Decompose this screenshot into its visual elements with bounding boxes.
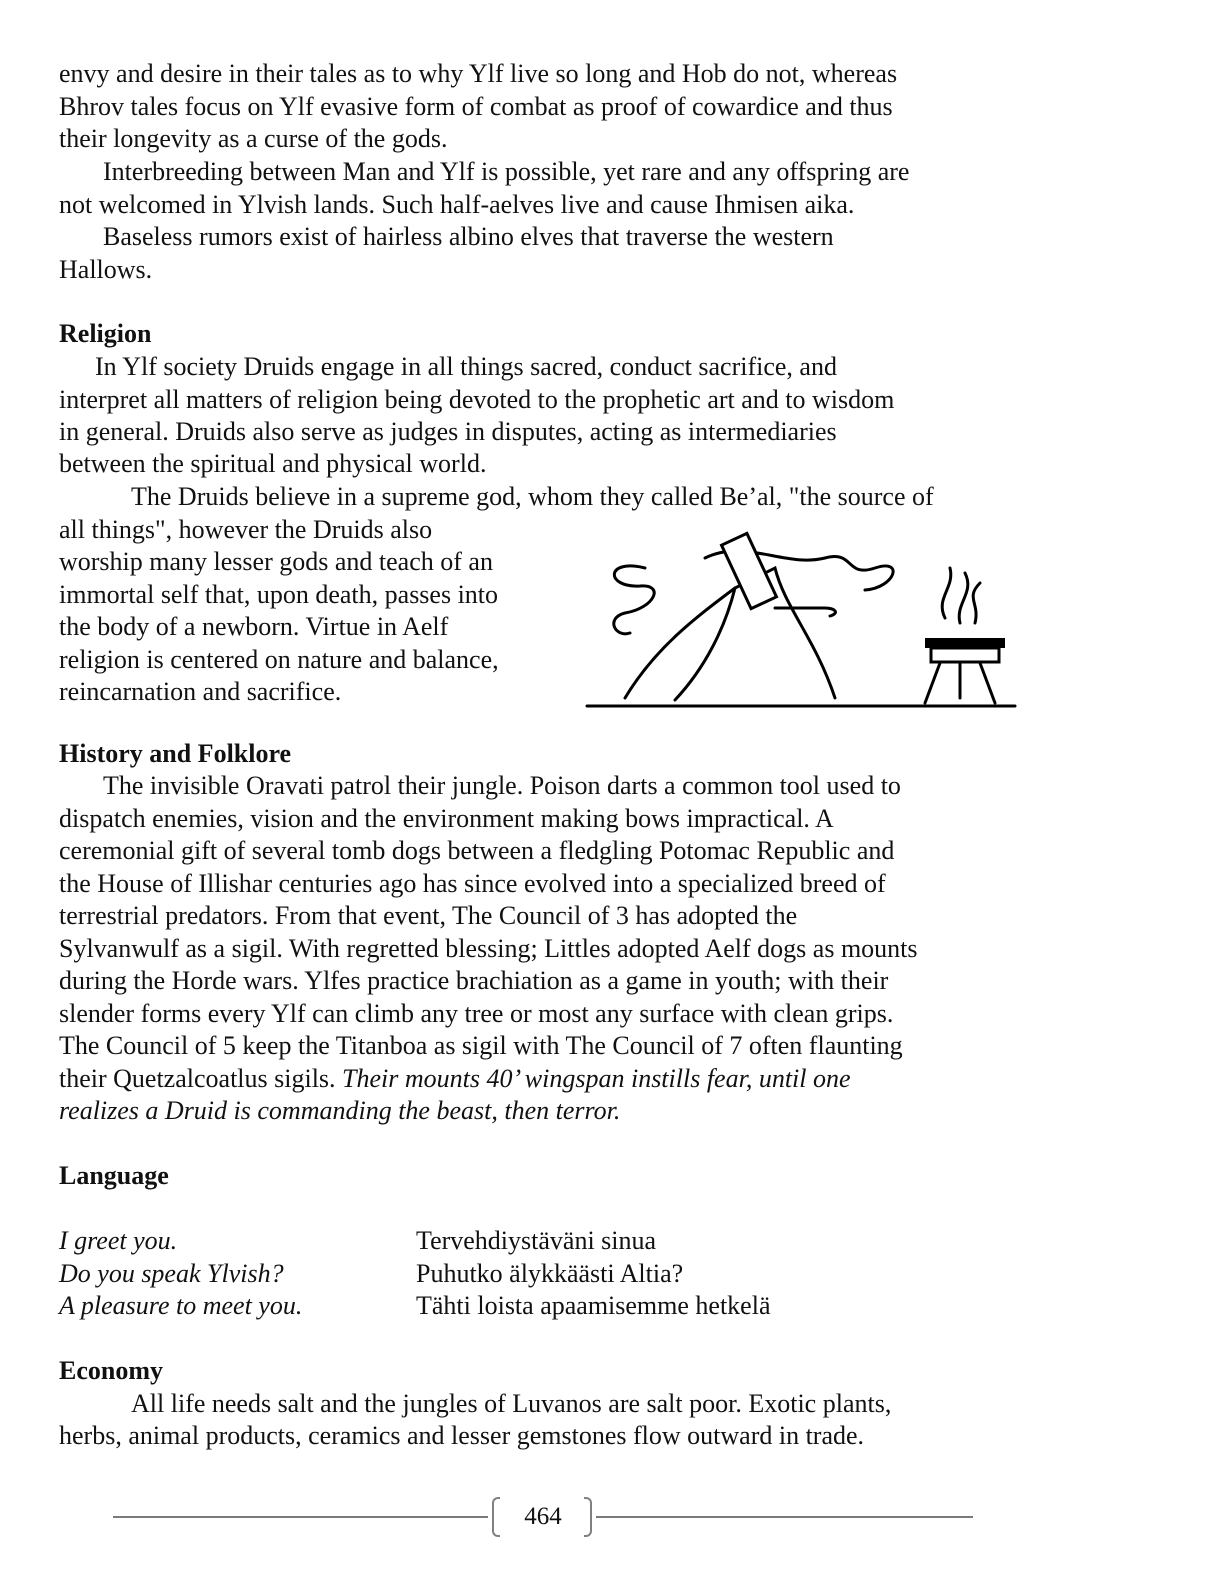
text-line-content: realizes a Druid is commanding the beast, then terror.: [59, 1096, 621, 1125]
text-line-content: their longevity as a curse of the gods.: [59, 124, 448, 153]
text-line: [59, 579, 498, 611]
text-line: [59, 448, 486, 480]
text-line-content: In Ylf society Druids engage in all things sacred, conduct sacrifice, and: [95, 352, 837, 381]
text-line: [59, 965, 888, 997]
text-line: [59, 803, 834, 835]
text-line-content: ceremonial gift of several tomb dogs between a fledgling Potomac Republic and: [59, 836, 895, 865]
text-line-content: Tervehdiystäväni sinua: [416, 1226, 657, 1255]
text-line: [59, 1420, 864, 1452]
text-line: [59, 933, 918, 965]
text-line-content: Tähti loista apaamisemme hetkelä: [416, 1291, 771, 1320]
text-line: [131, 1388, 891, 1420]
text-line: [59, 384, 894, 416]
text-line-content: Sylvanwulf as a sigil. With regretted blessing; Littles adopted Aelf dogs as mounts: [59, 934, 918, 963]
druid-sacrifice-illustration-icon: [585, 528, 1020, 710]
text-line: [59, 676, 341, 708]
text-line-content: all things", however the Druids also: [59, 515, 433, 544]
text-line-content: religion is centered on nature and balance,: [59, 645, 499, 674]
text-line: [103, 770, 901, 802]
text-line-content: in general. Druids also serve as judges in disputes, acting as intermediaries: [59, 417, 837, 446]
section-heading: [59, 318, 151, 350]
text-line: [59, 611, 448, 643]
text-line-content: terrestrial predators. From that event, The Council of 3 has adopted the: [59, 901, 798, 930]
text-line: [59, 1030, 903, 1062]
text-line: [59, 1225, 177, 1257]
text-line: [103, 156, 909, 188]
page-number: 464: [524, 1503, 562, 1530]
text-line: [131, 481, 934, 513]
page-number-bracket-right: [584, 1497, 592, 1537]
text-line: [59, 1290, 302, 1322]
text-line-content: slender forms every Ylf can climb any tree or most any surface with clean grips.: [59, 999, 894, 1028]
text-line-content: worship many lesser gods and teach of an: [59, 547, 493, 576]
text-line: [416, 1258, 683, 1290]
text-line-content: not welcomed in Ylvish lands. Such half-aelves live and cause Ihmisen aika.: [59, 190, 855, 219]
footer-rule-right: [596, 1516, 973, 1518]
text-line: [59, 868, 886, 900]
footer-rule-left: [113, 1516, 488, 1518]
text-line-content: Puhutko älykkäästi Altia?: [416, 1259, 684, 1288]
text-line-content: during the Horde wars. Ylfes practice brachiation as a game in youth; with their: [59, 966, 889, 995]
text-line-content: the House of Illishar centuries ago has since evolved into a specialized breed of: [59, 869, 886, 898]
text-line: [59, 546, 493, 578]
text-line-content: Economy: [59, 1356, 163, 1385]
text-line-content: The invisible Oravati patrol their jungle. Poison darts a common tool used to: [103, 771, 901, 800]
text-line-content: History and Folklore: [59, 739, 292, 768]
text-line-content: The Council of 5 keep the Titanboa as sigil with The Council of 7 often flaunting: [59, 1031, 903, 1060]
text-line: [59, 91, 893, 123]
text-line-content: The Druids believe in a supreme god, whom they called Be’al, "the source of: [131, 482, 934, 511]
text-line-content: envy and desire in their tales as to why Ylf live so long and Hob do not, whereas: [59, 59, 898, 88]
text-line: [59, 254, 152, 286]
text-line-content: A pleasure to meet you.: [59, 1291, 303, 1320]
text-line: [59, 998, 893, 1030]
text-line: [59, 123, 447, 155]
text-line-content: dispatch enemies, vision and the environment making bows impractical. A: [59, 804, 834, 833]
text-line-content: reincarnation and sacrifice.: [59, 677, 342, 706]
text-line: [416, 1225, 656, 1257]
text-line: [59, 416, 837, 448]
text-line-content: the body of a newborn. Virtue in Aelf: [59, 612, 449, 641]
text-line: [59, 900, 797, 932]
text-line: [59, 1095, 620, 1127]
text-line-content: immortal self that, upon death, passes into: [59, 580, 499, 609]
section-heading: [59, 738, 291, 770]
text-line: [59, 835, 894, 867]
italic-text: Their mounts 40’ wingspan instills fear, until one: [342, 1064, 851, 1093]
text-line: [59, 644, 499, 676]
text-line: [59, 1258, 284, 1290]
text-line: [59, 514, 432, 546]
section-heading: [59, 1160, 169, 1192]
text-line: [59, 189, 854, 221]
text-line-content: Bhrov tales focus on Ylf evasive form of combat as proof of cowardice and thus: [59, 92, 893, 121]
text-line-content: All life needs salt and the jungles of Luvanos are salt poor. Exotic plants,: [131, 1389, 892, 1418]
text-line-content: Hallows.: [59, 255, 153, 284]
text-line-content: I greet you.: [59, 1226, 178, 1255]
text-line-content: Language: [59, 1161, 169, 1190]
text-line-content: herbs, animal products, ceramics and lesser gemstones flow outward in trade.: [59, 1421, 865, 1450]
text-line: [59, 58, 897, 90]
text-line-content: Religion: [59, 319, 152, 348]
text-line-content: their Quetzalcoatlus sigils.: [59, 1064, 343, 1093]
text-line: [416, 1290, 770, 1322]
text-line-content: between the spiritual and physical world.: [59, 449, 487, 478]
text-line: [95, 351, 837, 383]
text-line: [59, 1063, 851, 1095]
text-line-content: Do you speak Ylvish?: [59, 1259, 284, 1288]
text-line-content: Interbreeding between Man and Ylf is possible, yet rare and any offspring are: [103, 157, 910, 186]
text-line: [103, 221, 834, 253]
text-line-content: interpret all matters of religion being devoted to the prophetic art and to wisdom: [59, 385, 895, 414]
section-heading: [59, 1355, 163, 1387]
text-line-content: Baseless rumors exist of hairless albino elves that traverse the western: [103, 222, 834, 251]
